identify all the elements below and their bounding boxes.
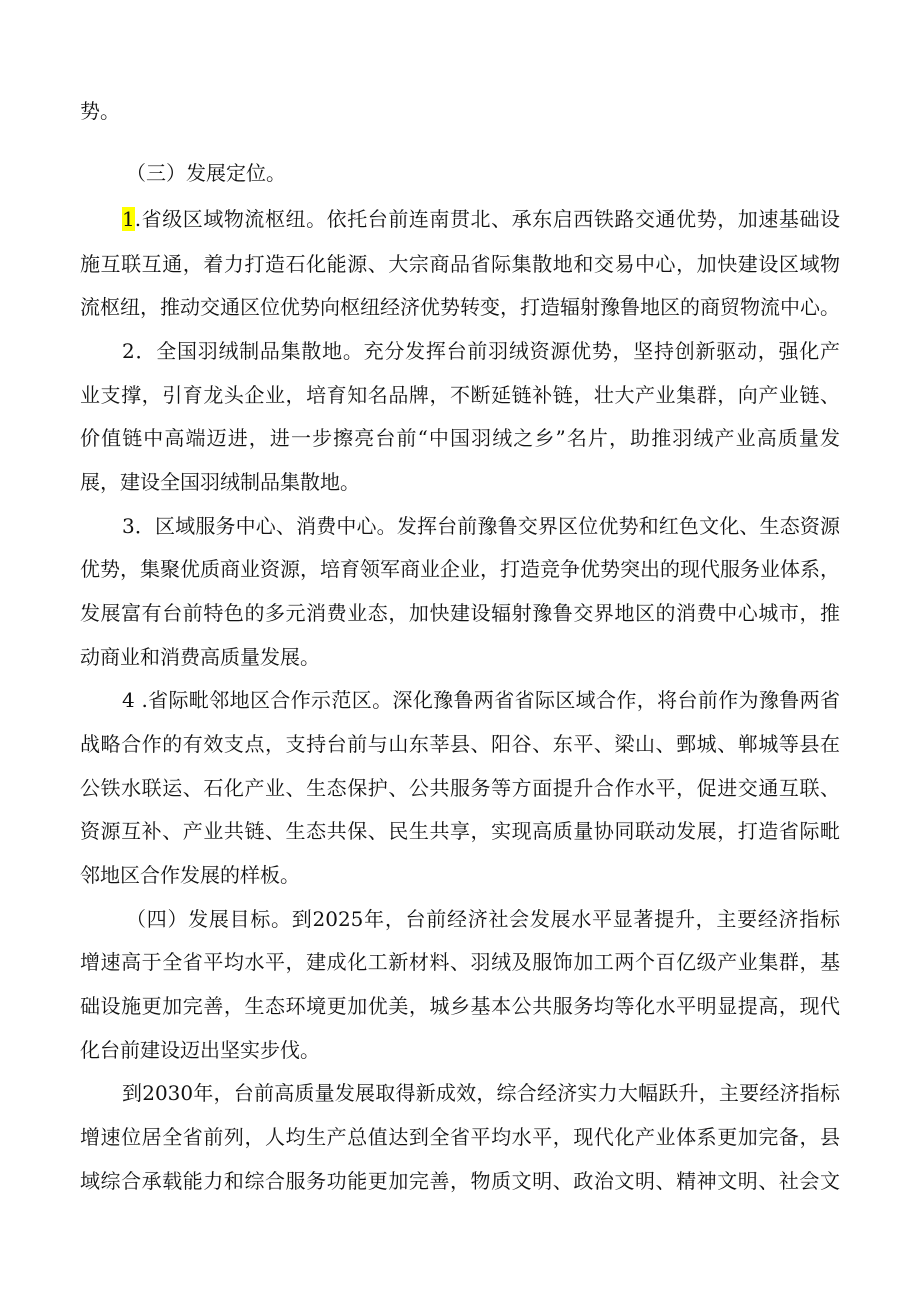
text-line: 2．全国羽绒制品集散地。充分发挥台前羽绒资源优势，坚持创新驱动，强化产 [122,339,840,363]
text-line: 3．区域服务中心、消费中心。发挥台前豫鲁交界区位优势和红色文化、生态资源 [122,514,840,538]
text-line: 价值链中高端迈进，进一步擦亮台前“中国羽绒之乡”名片，助推羽绒产业高质量发 [80,426,840,450]
highlight-mark: 1 [122,207,135,231]
text-line: 公铁水联运、石化产业、生态保护、公共服务等方面提升合作水平，促进交通互联、 [80,776,840,800]
text-line: 施互联互通，着力打造石化能源、大宗商品省际集散地和交易中心，加快建设区域物 [80,252,840,276]
text-line: 到2030年，台前高质量发展取得新成效，综合经济实力大幅跃升，主要经济指标 [122,1081,840,1105]
text-line [122,202,840,236]
text-line: 增速高于全省平均水平，建成化工新材料、羽绒及服饰加工两个百亿级产业集群，基 [80,950,840,974]
text-line: 发展富有台前特色的多元消费业态，加快建设辐射豫鲁交界地区的消费中心城市，推 [80,601,840,625]
text-line: 础设施更加完善，生态环境更加优美，城乡基本公共服务均等化水平明显提高，现代 [80,994,840,1018]
text-line: 展，建设全国羽绒制品集散地。 [80,470,360,494]
text-line: 资源互补、产业共链、生态共保、民生共享，实现高质量协同联动发展，打造省际毗 [80,819,840,843]
text-line: 势。 [80,99,120,123]
text-line: 4 .省际毗邻地区合作示范区。深化豫鲁两省省际区域合作，将台前作为豫鲁两省 [122,688,840,712]
text-line: 动商业和消费高质量发展。 [80,645,320,669]
text-line: 流枢纽，推动交通区位优势向枢纽经济优势转变，打造辐射豫鲁地区的商贸物流中心。 [80,295,840,319]
text-line: 优势，集聚优质商业资源，培育领军商业企业，打造竞争优势突出的现代服务业体系， [80,557,840,581]
text-line: 增速位居全省前列，人均生产总值达到全省平均水平，现代化产业体系更加完备，县 [80,1125,840,1149]
section-heading: （四）发展目标。到2025年，台前经济社会发展水平显著提升，主要经济指标 [126,907,840,931]
section-heading: （三）发展定位。 [126,161,286,185]
text-line-content: .省级区域物流枢纽。依托台前连南贯北、承东启西铁路交通优势，加速基础设 [134,207,840,231]
text-line: 业支撑，引育龙头企业，培育知名品牌，不断延链补链，壮大产业集群，向产业链、 [80,383,840,407]
text-line: 域综合承载能力和综合服务功能更加完善，物质文明、政治文明、精神文明、社会文 [80,1169,840,1193]
text-line: 战略合作的有效支点，支持台前与山东莘县、阳谷、东平、梁山、鄄城、郸城等县在 [80,732,840,756]
text-line: 邻地区合作发展的样板。 [80,863,300,887]
text-line: 化台前建设迈出坚实步伐。 [80,1038,320,1062]
